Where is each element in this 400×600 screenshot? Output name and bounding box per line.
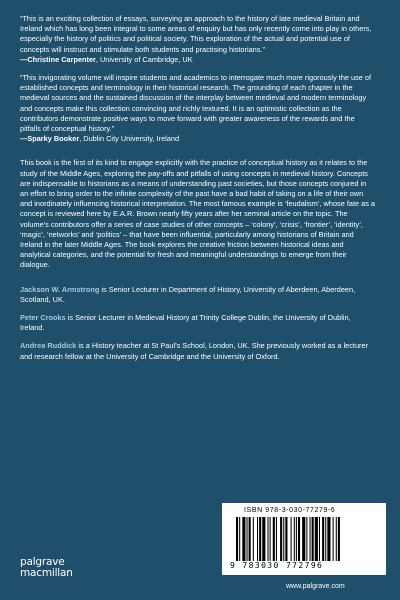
barcode-bar xyxy=(247,517,248,561)
quote-affiliation: , Dublin City University, Ireland xyxy=(79,134,180,144)
barcode-bar xyxy=(276,517,277,561)
editor-name: Jackson W. Armstrong xyxy=(20,284,100,294)
back-cover-content xyxy=(20,14,376,370)
logo-line-2: macmillan xyxy=(20,567,73,579)
logo-line-1: palgrave xyxy=(20,556,65,568)
barcode-bar xyxy=(296,517,297,561)
barcode-digits: 9 783030 772796 xyxy=(230,561,324,570)
barcode-bar xyxy=(327,517,330,561)
endorsement-quote xyxy=(20,14,376,65)
barcode-bar xyxy=(294,517,295,561)
editor-bio-text: is Senior Lecturer in Medieval History at Trinity College Dublin, the University of Dublin, Ireland. xyxy=(20,313,351,333)
publisher-website: www.palgrave.com xyxy=(286,583,345,590)
quote-author: —Christine Carpenter xyxy=(20,54,96,64)
editor-name: Andrea Ruddick xyxy=(20,341,77,351)
barcode-bar xyxy=(291,517,292,561)
barcode-bar xyxy=(285,517,287,561)
barcode-bar xyxy=(312,517,314,561)
quote-attribution xyxy=(20,134,376,144)
barcode-bar xyxy=(273,517,275,561)
barcode-bar xyxy=(310,517,311,561)
editor-bio xyxy=(20,341,376,361)
barcode-bar xyxy=(262,517,265,561)
description-text: This book is the first of its kind to engage explicitly with the practice of conceptual history as it relates to the study of the Middle Ages, exploring the pay-offs and pitfalls of using concepts in medieval history. Concepts are indispensable to historians as a means of understanding past societies, but those concepts conjured in an effort to bring order to the infinite complexity of the past have a bad habit of taking on a life of their own and inordinately influencing historical interpretation. The most famous example is ‘feudalism’, whose fate as a concept is reviewed here by E.A.R. Brown nearly fifty years after her seminal article on the topic. The volume’s contributors offer a series of case studies of other concepts – ‘colony’, ‘crisis’, ‘frontier’, ‘identity’, ‘magic’, ‘networks’ and ‘politics’ – that have been influential, particularly among historians of Britain and Ireland in the later Middle Ages. The book explores the creative friction between historical ideas and analytical categories, and the potential for fresh and meaningful understandings to emerge from their dialogue. xyxy=(20,158,375,270)
book-description xyxy=(20,158,376,270)
editor-name: Peter Crooks xyxy=(20,313,66,323)
barcode-bar xyxy=(236,517,238,561)
endorsement-quote xyxy=(20,73,376,144)
quote-affiliation: , University of Cambridge, UK xyxy=(95,54,193,64)
isbn-barcode xyxy=(222,503,386,575)
palgrave-macmillan-logo xyxy=(20,557,73,579)
barcode-bar xyxy=(298,517,300,561)
barcode-bar xyxy=(239,517,240,561)
barcode-bar xyxy=(280,517,282,561)
barcode-bar xyxy=(253,517,254,561)
quote-author: —Sparky Booker xyxy=(20,134,80,144)
barcode-bar xyxy=(302,517,305,561)
barcode-bar xyxy=(270,517,271,561)
barcode-bar xyxy=(242,517,245,561)
editor-bio-text: is a History teacher at St Paul’s School, London, UK. She previously worked as a lecturer and research fellow at the University of Cambridge and the University of Oxford. xyxy=(20,341,369,361)
barcode-bar xyxy=(249,517,251,561)
isbn-label: ISBN 978-3-030-77279-6 xyxy=(244,507,336,514)
barcode-bar xyxy=(336,517,337,561)
barcode-bar xyxy=(315,517,318,561)
quote-attribution xyxy=(20,55,376,65)
editor-bio xyxy=(20,285,376,305)
barcode-bars-icon xyxy=(236,517,372,561)
barcode-bar xyxy=(319,517,320,561)
editor-bio-text: is Senior Lecturer in Department of History, University of Aberdeen, Aberdeen, Scotland, UK. xyxy=(20,284,356,304)
barcode-bar xyxy=(259,517,261,561)
editor-bio xyxy=(20,313,376,333)
barcode-bar xyxy=(322,517,324,561)
quote-text: “This invigorating volume will inspire students and academics to interrogate much more rigorously the use of established concepts and terminology in their historical research. The grounding of each chapter in the medieval sources and the sustained discussion of the interplay between medieval and modern terminology and concepts make this collection convincing and richly textured. It is an optimistic collection as the contributors demonstrate positive ways to move forward with greater awareness of the rewards and the pitfalls of conceptual history.” xyxy=(20,73,372,134)
barcode-bar xyxy=(325,517,326,561)
quote-text: “This is an exciting collection of essays, surveying an approach to the history of late medieval Britain and Ireland which has long been integral to some areas of enquiry but has only recently come into play in others, especially the history of politics and political society. This exploration of the actual and potential use of concepts will instruct and stimulate both students and practising historians.” xyxy=(20,14,372,54)
barcode-bar xyxy=(333,517,334,561)
barcode-bar xyxy=(283,517,284,561)
barcode-bar xyxy=(257,517,258,561)
barcode-bar xyxy=(306,517,307,561)
barcode-bar xyxy=(268,517,269,561)
barcode-bar xyxy=(338,517,340,561)
